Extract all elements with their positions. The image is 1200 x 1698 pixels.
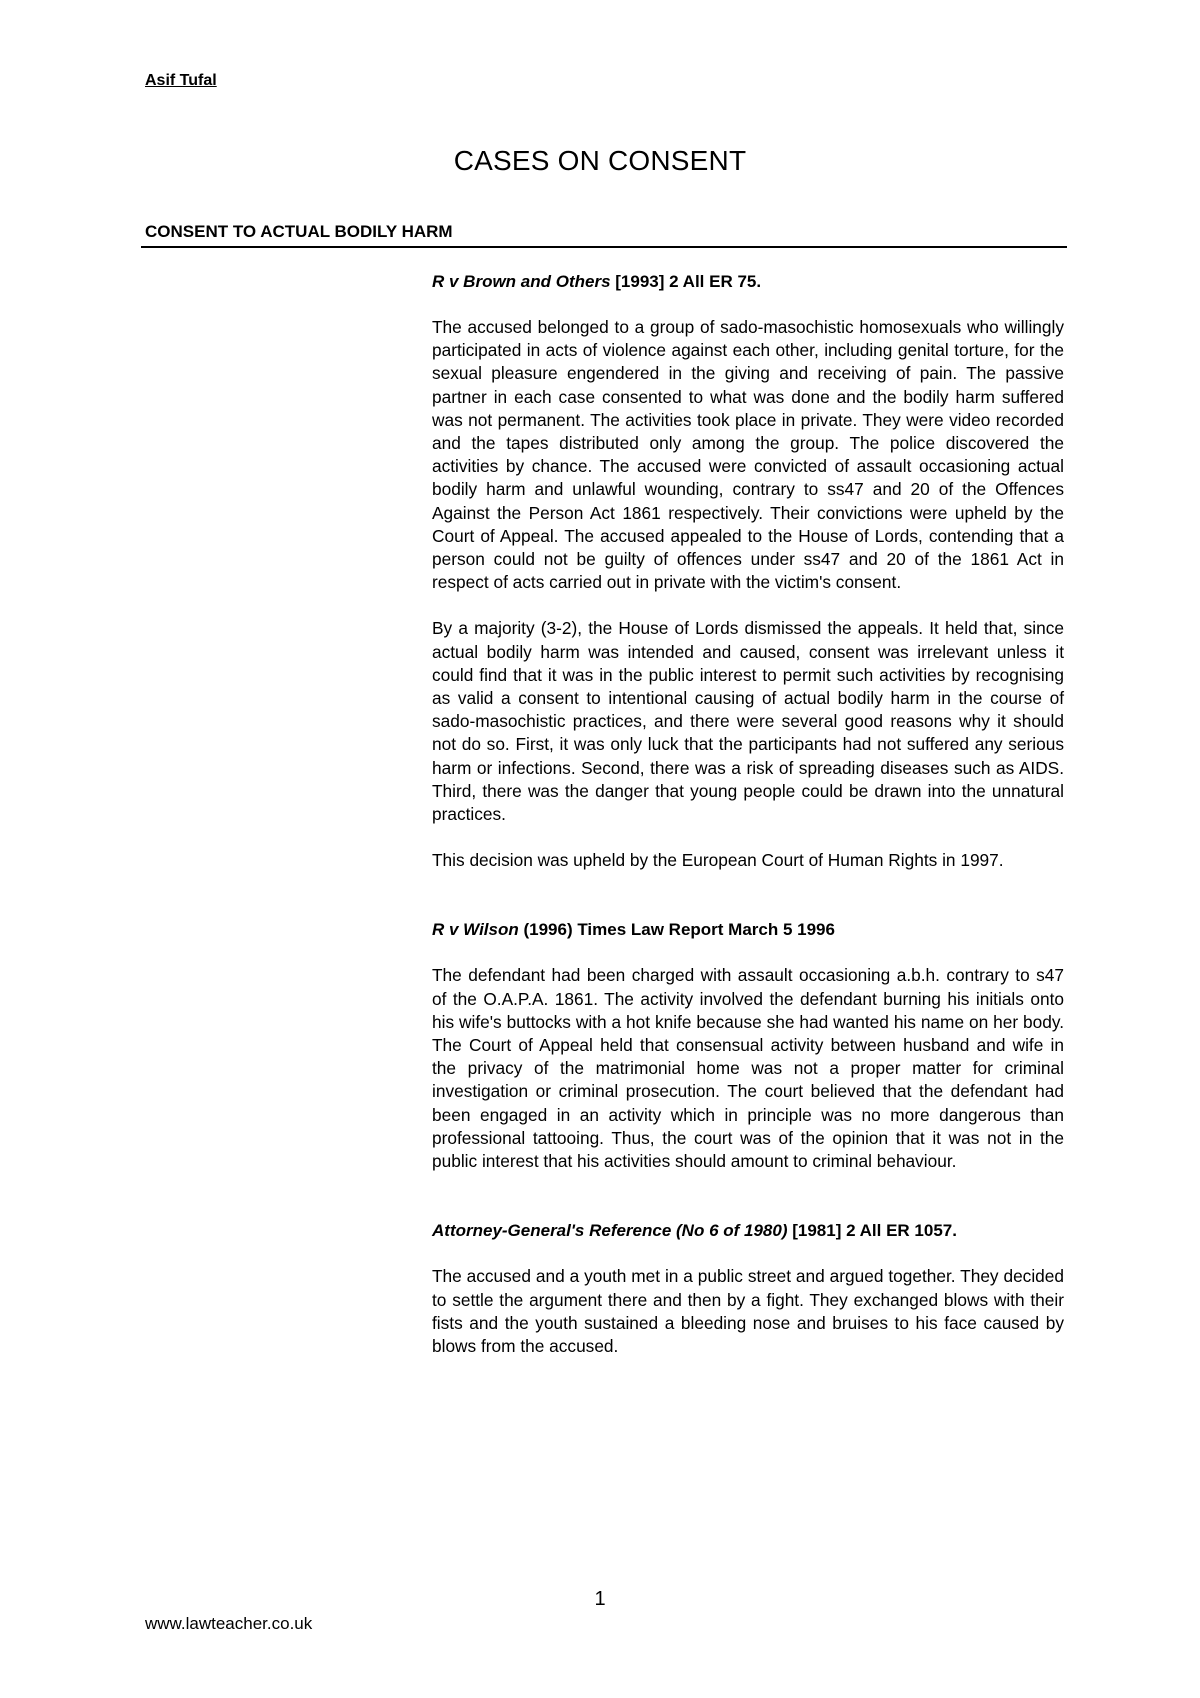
case-paragraph: The defendant had been charged with assault occasioning a.b.h. contrary to s47 of the O.A.P.A. 1861. The activity involved the defendant burning his initials onto his wife's buttocks with a hot knife because she had wanted his name on her body. The Court of Appeal held that consensual activity between husband and wife in the privacy of the matrimonial home was not a proper matter for criminal investigation or criminal prosecution. The court believed that the defendant had been engaged in an activity which in principle was no more dangerous than professional tattooing. Thus, the court was of the opinion that it was not in the public interest that his activities should amount to criminal behaviour. bbox=[432, 965, 1064, 1172]
case-attorney-general bbox=[432, 1219, 1064, 1358]
case-citation: (1996) Times Law Report March 5 1996 bbox=[518, 920, 835, 940]
section-divider bbox=[141, 246, 1067, 248]
case-citation: [1981] 2 All ER 1057. bbox=[787, 1221, 957, 1241]
case-name: Attorney-General's Reference (No 6 of 1980) bbox=[432, 1221, 788, 1241]
footer-url[interactable]: www.lawteacher.co.uk bbox=[145, 1614, 313, 1633]
case-title bbox=[432, 918, 1064, 941]
case-paragraph: The accused and a youth met in a public street and argued together. They decided to settle the argument there and then by a fight. They exchanged blows with their fists and the youth sustained a bleeding nose and bruises to his face caused by blows from the accused. bbox=[432, 1266, 1064, 1356]
case-paragraph: The accused belonged to a group of sado-masochistic homosexuals who willingly participated in acts of violence against each other, including genital torture, for the sexual pleasure engendered in the giving and receiving of pain. The passive partner in each case consented to what was done and the bodily harm suffered was not permanent. The activities took place in private. They were video recorded and the tapes distributed only among the group. The police discovered the activities by chance. The accused were convicted of assault occasioning actual bodily harm and unlawful wounding, contrary to ss47 and 20 of the Offences Against the Person Act 1861 respectively. Their convictions were upheld by the Court of Appeal. The accused appealed to the House of Lords, contending that a person could not be guilty of offences under ss47 and 20 of the 1861 Act in respect of acts carried out in private with the victim's consent. bbox=[432, 317, 1064, 593]
case-citation: [1993] 2 All ER 75. bbox=[610, 272, 762, 291]
case-paragraph: This decision was upheld by the European Court of Human Rights in 1997. bbox=[432, 850, 1004, 871]
case-name: R v Brown and Others bbox=[432, 272, 611, 291]
author-name: Asif Tufal bbox=[145, 72, 217, 89]
page-number: 1 bbox=[594, 1588, 606, 1610]
case-name: R v Wilson bbox=[432, 920, 519, 940]
case-wilson bbox=[432, 918, 1064, 1173]
document-title: CASES ON CONSENT bbox=[453, 145, 747, 176]
case-title bbox=[432, 270, 1064, 293]
case-paragraph: By a majority (3-2), the House of Lords dismissed the appeals. It held that, since actual bodily harm was intended and caused, consent was irrelevant unless it could find that it was in the public interest to permit such activities by recognising as valid a consent to intentional causing of actual bodily harm in the course of sado-masochistic practices, and there were several good reasons why it should not do so. First, it was only luck that the participants had not suffered any serious harm or infections. Second, there was a risk of spreading diseases such as AIDS. Third, there was the danger that young people could be drawn into the unnatural practices. bbox=[432, 618, 1064, 825]
case-list bbox=[432, 270, 1064, 1358]
case-brown bbox=[432, 270, 1064, 872]
section-heading: CONSENT TO ACTUAL BODILY HARM bbox=[145, 222, 453, 241]
case-title bbox=[432, 1219, 1064, 1242]
